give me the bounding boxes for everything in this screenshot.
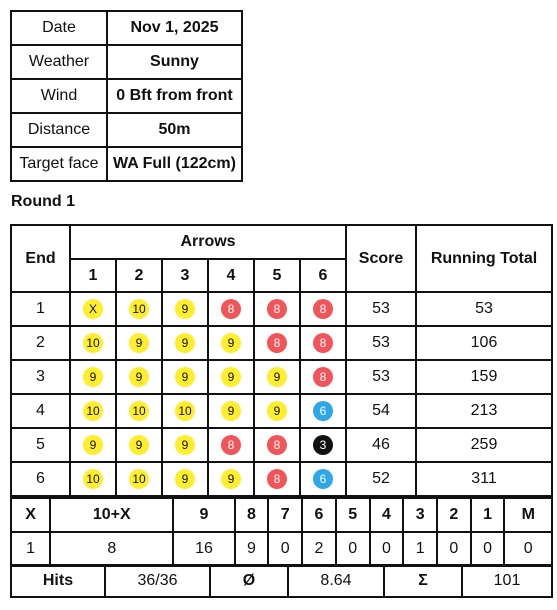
- info-label: Wind: [11, 79, 107, 113]
- arrow-score-badge: 9: [175, 435, 195, 455]
- hits-label: Hits: [11, 565, 105, 597]
- running-total: 53: [416, 292, 552, 326]
- running-total: 213: [416, 394, 552, 428]
- arrow-score-badge: 9: [175, 469, 195, 489]
- arrow-score-badge: 10: [129, 469, 149, 489]
- arrow-cell: [116, 326, 162, 360]
- arrow-cell: [254, 326, 300, 360]
- arrow-cell: [300, 360, 346, 394]
- running-total-header: Running Total: [416, 225, 552, 292]
- arrow-score-badge: 8: [221, 299, 241, 319]
- arrow-score-badge: 10: [83, 401, 103, 421]
- arrow-cell: [208, 428, 254, 462]
- end-number: 4: [11, 394, 70, 428]
- round-title: Round 1: [11, 193, 75, 210]
- ring-count-label: 7: [268, 498, 302, 532]
- arrow-cell: [208, 326, 254, 360]
- arrow-cell: [70, 326, 116, 360]
- ring-count-label: 10+X: [50, 498, 173, 532]
- ring-count-value: 16: [173, 532, 234, 566]
- info-value: WA Full (122cm): [107, 147, 242, 181]
- arrow-cell: [70, 428, 116, 462]
- arrow-score-badge: 8: [267, 299, 287, 319]
- ring-count-header-row: [11, 498, 552, 532]
- arrow-score-badge: 10: [129, 401, 149, 421]
- score-header-row: [11, 225, 552, 259]
- arrow-score-badge: 9: [221, 469, 241, 489]
- score-body: [11, 292, 552, 496]
- sum-label: Σ: [384, 565, 462, 597]
- end-number: 3: [11, 360, 70, 394]
- arrow-score-badge: 9: [129, 367, 149, 387]
- arrow-score-badge: 6: [313, 469, 333, 489]
- ring-count-value: 0: [370, 532, 404, 566]
- ring-count-label: 6: [302, 498, 336, 532]
- arrow-score-badge: 10: [83, 469, 103, 489]
- end-number: 2: [11, 326, 70, 360]
- arrow-cell: [254, 428, 300, 462]
- arrow-cell: [254, 394, 300, 428]
- score-header: Score: [346, 225, 416, 292]
- running-total: 106: [416, 326, 552, 360]
- arrow-cell: [300, 428, 346, 462]
- arrow-cell: [300, 292, 346, 326]
- arrow-cell: [208, 462, 254, 496]
- arrow-cell: [70, 292, 116, 326]
- arrow-cell: [70, 462, 116, 496]
- arrow-cell: [208, 360, 254, 394]
- ring-count-label: X: [11, 498, 50, 532]
- summary-table: [10, 564, 553, 598]
- end-row: [11, 428, 552, 462]
- arrow-cell: [116, 462, 162, 496]
- ring-count-value: 1: [11, 532, 50, 566]
- arrow-cell: [300, 326, 346, 360]
- arrow-cell: [208, 292, 254, 326]
- ring-count-value: 0: [471, 532, 505, 566]
- arrow-cell: [162, 462, 208, 496]
- arrow-score-badge: 8: [267, 469, 287, 489]
- arrow-score-badge: 9: [129, 435, 149, 455]
- arrow-score-badge: 9: [175, 367, 195, 387]
- arrow-cell: [116, 428, 162, 462]
- arrow-number: 5: [254, 259, 300, 292]
- arrow-cell: [162, 292, 208, 326]
- arrow-cell: [254, 360, 300, 394]
- end-row: [11, 394, 552, 428]
- ring-count-table: [10, 497, 553, 567]
- arrow-score-badge: X: [83, 299, 103, 319]
- info-label: Weather: [11, 45, 107, 79]
- arrow-number: 4: [208, 259, 254, 292]
- arrow-score-badge: 3: [313, 435, 333, 455]
- end-row: [11, 462, 552, 496]
- arrow-score-badge: 9: [221, 401, 241, 421]
- end-number: 1: [11, 292, 70, 326]
- end-score: 53: [346, 360, 416, 394]
- arrow-cell: [116, 394, 162, 428]
- arrow-number: 6: [300, 259, 346, 292]
- end-score: 53: [346, 292, 416, 326]
- arrows-header: Arrows: [70, 225, 346, 259]
- ring-count-label: M: [504, 498, 552, 532]
- info-row-wind: [11, 79, 242, 113]
- sum-value: 101: [462, 565, 552, 597]
- arrow-number: 1: [70, 259, 116, 292]
- info-row-distance: [11, 113, 242, 147]
- info-row-target-face: [11, 147, 242, 181]
- end-number: 6: [11, 462, 70, 496]
- ring-count-value: 2: [302, 532, 336, 566]
- end-score: 53: [346, 326, 416, 360]
- ring-count-value: 9: [235, 532, 269, 566]
- info-value: Nov 1, 2025: [107, 11, 242, 45]
- arrow-score-badge: 8: [221, 435, 241, 455]
- hits-value: 36/36: [105, 565, 210, 597]
- info-label: Distance: [11, 113, 107, 147]
- arrow-score-badge: 9: [175, 299, 195, 319]
- end-score: 54: [346, 394, 416, 428]
- info-label: Date: [11, 11, 107, 45]
- arrow-score-badge: 9: [267, 401, 287, 421]
- end-score: 46: [346, 428, 416, 462]
- end-number: 5: [11, 428, 70, 462]
- running-total: 259: [416, 428, 552, 462]
- arrow-score-badge: 8: [267, 435, 287, 455]
- arrow-score-badge: 8: [267, 333, 287, 353]
- arrow-number: 3: [162, 259, 208, 292]
- info-value: 0 Bft from front: [107, 79, 242, 113]
- arrow-score-badge: 10: [83, 333, 103, 353]
- info-row-date: [11, 11, 242, 45]
- arrow-score-badge: 9: [221, 367, 241, 387]
- arrow-score-badge: 8: [313, 333, 333, 353]
- running-total: 159: [416, 360, 552, 394]
- ring-count-label: 8: [235, 498, 269, 532]
- ring-count-label: 2: [437, 498, 471, 532]
- arrow-cell: [254, 292, 300, 326]
- ring-count-value: 0: [437, 532, 471, 566]
- arrow-score-badge: 9: [83, 435, 103, 455]
- info-row-weather: [11, 45, 242, 79]
- ring-count-value: 0: [504, 532, 552, 566]
- arrow-number: 2: [116, 259, 162, 292]
- ring-count-value: 0: [336, 532, 370, 566]
- ring-count-value: 8: [50, 532, 173, 566]
- arrow-cell: [208, 394, 254, 428]
- arrow-cell: [162, 428, 208, 462]
- arrow-cell: [70, 394, 116, 428]
- summary-row: [11, 565, 552, 597]
- arrow-cell: [300, 394, 346, 428]
- ring-count-value-row: [11, 532, 552, 566]
- ring-count-label: 1: [471, 498, 505, 532]
- ring-count-label: 9: [173, 498, 234, 532]
- arrow-score-badge: 8: [313, 367, 333, 387]
- arrow-score-badge: 9: [129, 333, 149, 353]
- ring-count-label: 3: [403, 498, 437, 532]
- end-row: [11, 360, 552, 394]
- round-score-table: [10, 224, 553, 497]
- average-value: 8.64: [288, 565, 384, 597]
- end-score: 52: [346, 462, 416, 496]
- running-total: 311: [416, 462, 552, 496]
- end-row: [11, 326, 552, 360]
- average-label: Ø: [210, 565, 288, 597]
- arrow-cell: [300, 462, 346, 496]
- arrow-cell: [116, 360, 162, 394]
- arrow-cell: [162, 394, 208, 428]
- ring-count-value: 1: [403, 532, 437, 566]
- arrow-cell: [116, 292, 162, 326]
- ring-count-label: 5: [336, 498, 370, 532]
- ring-count-label: 4: [370, 498, 404, 532]
- end-row: [11, 292, 552, 326]
- session-info-table: [10, 10, 243, 182]
- arrow-score-badge: 6: [313, 401, 333, 421]
- info-label: Target face: [11, 147, 107, 181]
- arrow-cell: [254, 462, 300, 496]
- arrow-score-badge: 9: [221, 333, 241, 353]
- end-header: End: [11, 225, 70, 292]
- arrow-score-badge: 10: [175, 401, 195, 421]
- arrow-score-badge: 9: [175, 333, 195, 353]
- ring-count-value: 0: [268, 532, 302, 566]
- arrow-score-badge: 9: [267, 367, 287, 387]
- arrow-score-badge: 10: [129, 299, 149, 319]
- arrow-cell: [70, 360, 116, 394]
- arrow-cell: [162, 360, 208, 394]
- info-value: 50m: [107, 113, 242, 147]
- info-value: Sunny: [107, 45, 242, 79]
- arrow-score-badge: 9: [83, 367, 103, 387]
- arrow-score-badge: 8: [313, 299, 333, 319]
- arrow-cell: [162, 326, 208, 360]
